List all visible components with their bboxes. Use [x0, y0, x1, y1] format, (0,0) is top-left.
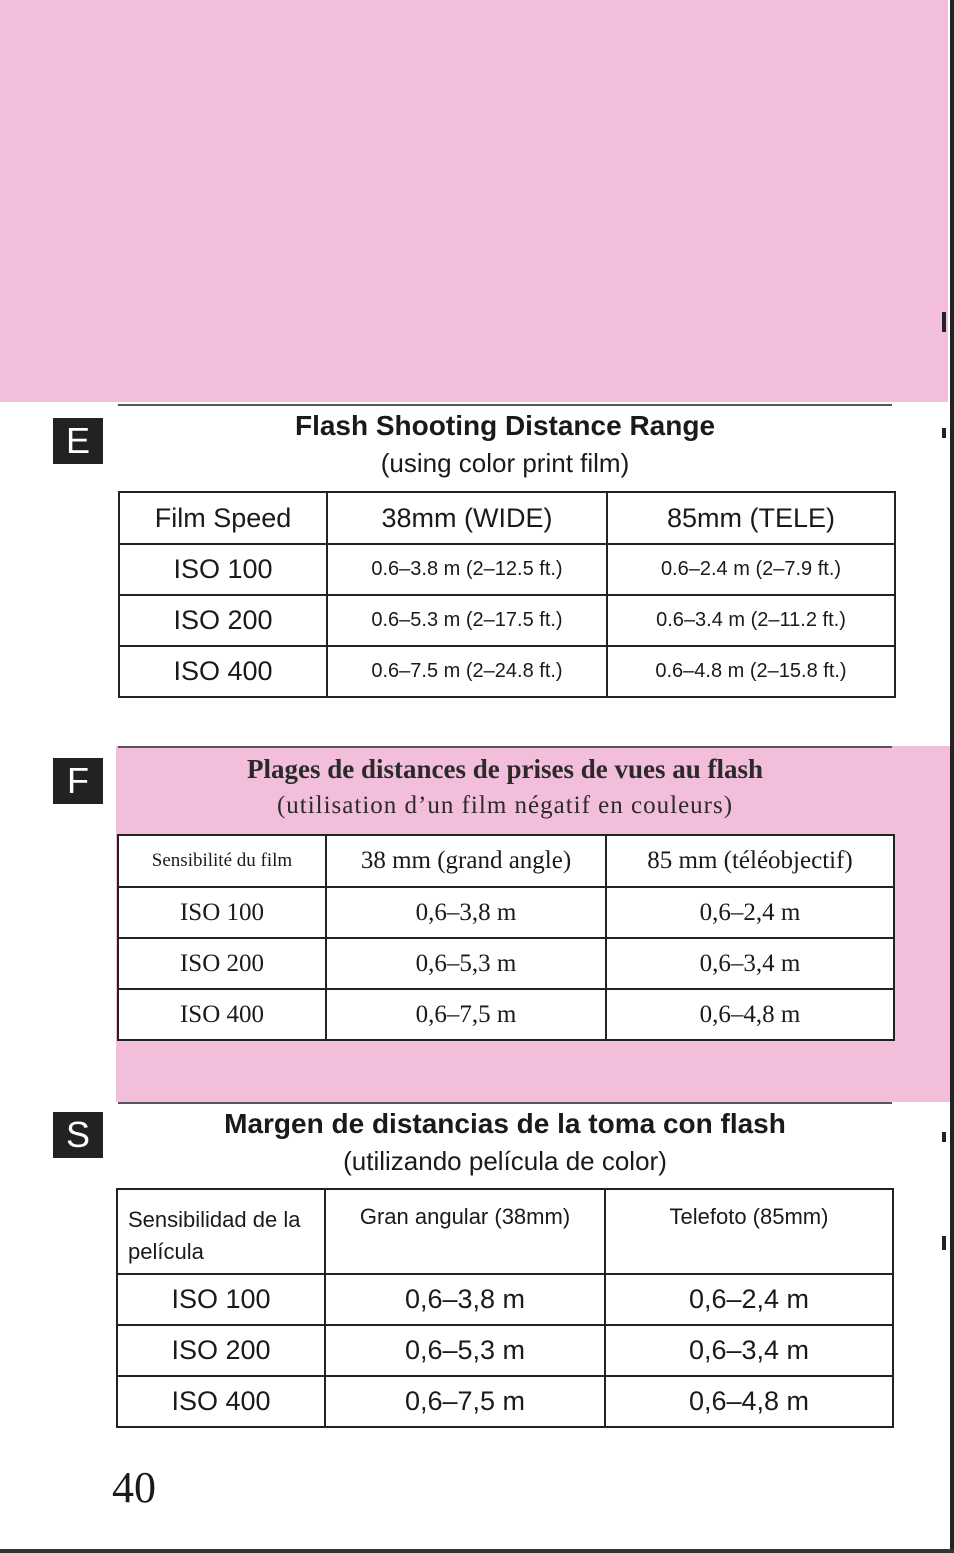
- table-row: [118, 938, 894, 989]
- margin-mark: [942, 428, 946, 438]
- header-cell: Film Speed: [119, 492, 327, 544]
- table-row: [117, 1274, 893, 1325]
- table-row: [118, 989, 894, 1040]
- wide-range-cell: 0,6–5,3 m: [325, 1325, 605, 1376]
- wide-range-cell: 0,6–7,5 m: [325, 1376, 605, 1427]
- tele-range-cell: 0,6–4,8 m: [606, 989, 894, 1040]
- film-speed-cell: ISO 100: [118, 887, 326, 938]
- header-cell: 38 mm (grand angle): [326, 835, 606, 887]
- spanish-subtitle: (utilizando película de color): [343, 1146, 667, 1176]
- french-subtitle: (utilisation d’un film négatif en couleurs): [276, 792, 734, 819]
- tele-range-cell: 0.6–2.4 m (2–7.9 ft.): [607, 544, 895, 595]
- header-cell: 85 mm (téléobjectif): [606, 835, 894, 887]
- table-header-row: [118, 835, 894, 887]
- page-number: 40: [112, 1463, 156, 1512]
- page-edge: [950, 0, 954, 1553]
- table-header-row: [117, 1189, 893, 1274]
- table-row: [117, 1325, 893, 1376]
- tele-range-cell: 0.6–3.4 m (2–11.2 ft.): [607, 595, 895, 646]
- english-title: Flash Shooting Distance Range: [294, 410, 716, 441]
- film-speed-cell: ISO 400: [118, 989, 326, 1040]
- film-speed-cell: ISO 400: [119, 646, 327, 697]
- table-row: [118, 887, 894, 938]
- tele-range-cell: 0,6–2,4 m: [605, 1274, 893, 1325]
- margin-mark: [942, 1132, 946, 1142]
- film-speed-cell: ISO 200: [119, 595, 327, 646]
- section-rule: [118, 404, 892, 406]
- wide-range-cell: 0,6–5,3 m: [326, 938, 606, 989]
- french-distance-table: [117, 834, 895, 1041]
- header-cell: Sensibilidad de la película: [117, 1189, 325, 1274]
- french-title: Plages de distances de prises de vues au flash: [246, 754, 764, 784]
- film-speed-cell: ISO 200: [118, 938, 326, 989]
- wide-range-cell: 0,6–3,8 m: [326, 887, 606, 938]
- pink-header-band: [0, 0, 948, 402]
- table-row: [119, 544, 895, 595]
- section-rule: [118, 746, 892, 748]
- wide-range-cell: 0,6–7,5 m: [326, 989, 606, 1040]
- header-cell: Sensibilité du film: [118, 835, 326, 887]
- table-row: [119, 646, 895, 697]
- language-badge-s: S: [53, 1112, 103, 1158]
- tele-range-cell: 0,6–3,4 m: [606, 938, 894, 989]
- margin-mark: [942, 1236, 946, 1250]
- tele-range-cell: 0.6–4.8 m (2–15.8 ft.): [607, 646, 895, 697]
- spanish-distance-table: [116, 1188, 894, 1428]
- margin-mark: [942, 312, 946, 332]
- page-bottom-edge: [0, 1549, 954, 1553]
- header-cell: Telefoto (85mm): [605, 1189, 893, 1274]
- tele-range-cell: 0,6–2,4 m: [606, 887, 894, 938]
- tele-range-cell: 0,6–4,8 m: [605, 1376, 893, 1427]
- wide-range-cell: 0.6–3.8 m (2–12.5 ft.): [327, 544, 607, 595]
- table-row: [117, 1376, 893, 1427]
- wide-range-cell: 0.6–5.3 m (2–17.5 ft.): [327, 595, 607, 646]
- english-distance-table: [118, 491, 896, 698]
- header-cell: 38mm (WIDE): [327, 492, 607, 544]
- wide-range-cell: 0.6–7.5 m (2–24.8 ft.): [327, 646, 607, 697]
- english-subtitle: (using color print film): [380, 448, 630, 478]
- spanish-title: Margen de distancias de la toma con flash: [224, 1108, 786, 1139]
- tele-range-cell: 0,6–3,4 m: [605, 1325, 893, 1376]
- wide-range-cell: 0,6–3,8 m: [325, 1274, 605, 1325]
- section-rule: [118, 1102, 892, 1104]
- header-cell: 85mm (TELE): [607, 492, 895, 544]
- film-speed-cell: ISO 200: [117, 1325, 325, 1376]
- film-speed-cell: ISO 400: [117, 1376, 325, 1427]
- language-badge-f: F: [53, 758, 103, 804]
- film-speed-cell: ISO 100: [117, 1274, 325, 1325]
- header-cell: Gran angular (38mm): [325, 1189, 605, 1274]
- language-badge-e: E: [53, 418, 103, 464]
- film-speed-cell: ISO 100: [119, 544, 327, 595]
- table-header-row: [119, 492, 895, 544]
- table-row: [119, 595, 895, 646]
